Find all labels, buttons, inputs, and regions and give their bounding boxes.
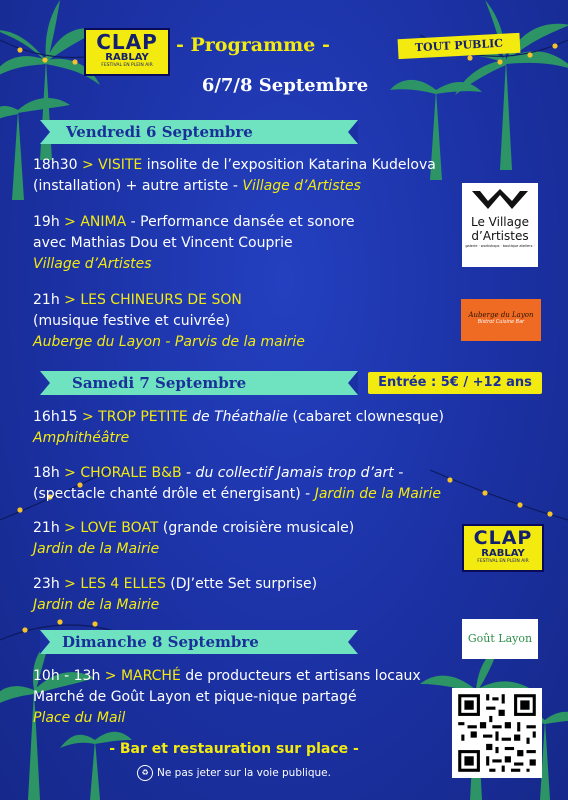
clap-rablay-logo bbox=[84, 28, 170, 76]
village-mark-icon bbox=[470, 189, 530, 211]
recycle-icon: ♻ bbox=[137, 765, 153, 781]
village-artistes-logo: Le Village d’Artistes galerie · workshops · boutique ateliers · bbox=[462, 183, 538, 267]
event-love-boat: 21h > LOVE BOAT (grande croisière musicale) Jardin de la Mairie bbox=[33, 520, 355, 557]
bar-restauration-notice: - Bar et restauration sur place - bbox=[109, 741, 359, 757]
event-visite: 18h30 > VISITE insolite de l’exposition Katarina Kudelova (installation) + autre artiste - Village d’Artistes bbox=[33, 157, 436, 194]
day-title: Vendredi 6 Septembre bbox=[66, 123, 253, 141]
day-banner-dimanche bbox=[40, 630, 358, 654]
event-marche: 10h - 13h > MARCHÉ de producteurs et artisans locaux Marché de Goût Layon et pique-nique partagé Place du Mail bbox=[33, 668, 421, 726]
day-title: Samedi 7 Septembre bbox=[72, 374, 247, 392]
event-chorale: 18h > CHORALE B&B - du collectif Jamais trop d’art - (spectacle chanté drôle et énergisant) - Jardin de la Mairie bbox=[33, 465, 441, 502]
day-banner-vendredi bbox=[40, 120, 358, 144]
programme-label: - Programme - bbox=[176, 34, 330, 56]
event-4-elles: 23h > LES 4 ELLES (DJ’ette Set surprise) Jardin de la Mairie bbox=[33, 576, 318, 613]
day-title: Dimanche 8 Septembre bbox=[62, 633, 259, 651]
gout-layon-logo: Goût Layon bbox=[462, 619, 538, 659]
clap-rablay-logo-small: CLAP RABLAY FESTIVAL EN PLEIN AIR bbox=[462, 524, 544, 572]
day-banner-samedi bbox=[40, 371, 358, 395]
event-trop-petite: 16h15 > TROP PETITE de Théathalie (cabaret clownesque) Amphithéâtre bbox=[33, 409, 444, 446]
event-chineurs: 21h > LES CHINEURS DE SON (musique festive et cuivrée) Auberge du Layon - Parvis de la mairie bbox=[33, 292, 305, 350]
auberge-layon-logo: Auberge du Layon Bistrot Cuisine Bar bbox=[461, 299, 541, 341]
event-anima: 19h > ANIMA - Performance dansée et sonore avec Mathias Dou et Vincent Couprie Village d’Artistes bbox=[33, 214, 355, 272]
festival-dates: 6/7/8 Septembre bbox=[201, 75, 369, 96]
logo-sub: RABLAY bbox=[105, 52, 149, 63]
disposal-notice: ♻ Ne pas jeter sur la voie publique. bbox=[0, 765, 518, 781]
entry-price-badge: Entrée : 5€ / +12 ans bbox=[368, 372, 542, 394]
logo-tag: FESTIVAL EN PLEIN AIR bbox=[101, 63, 153, 68]
logo-main: CLAP bbox=[96, 30, 158, 54]
tout-public-label: TOUT PUBLIC bbox=[414, 36, 504, 55]
